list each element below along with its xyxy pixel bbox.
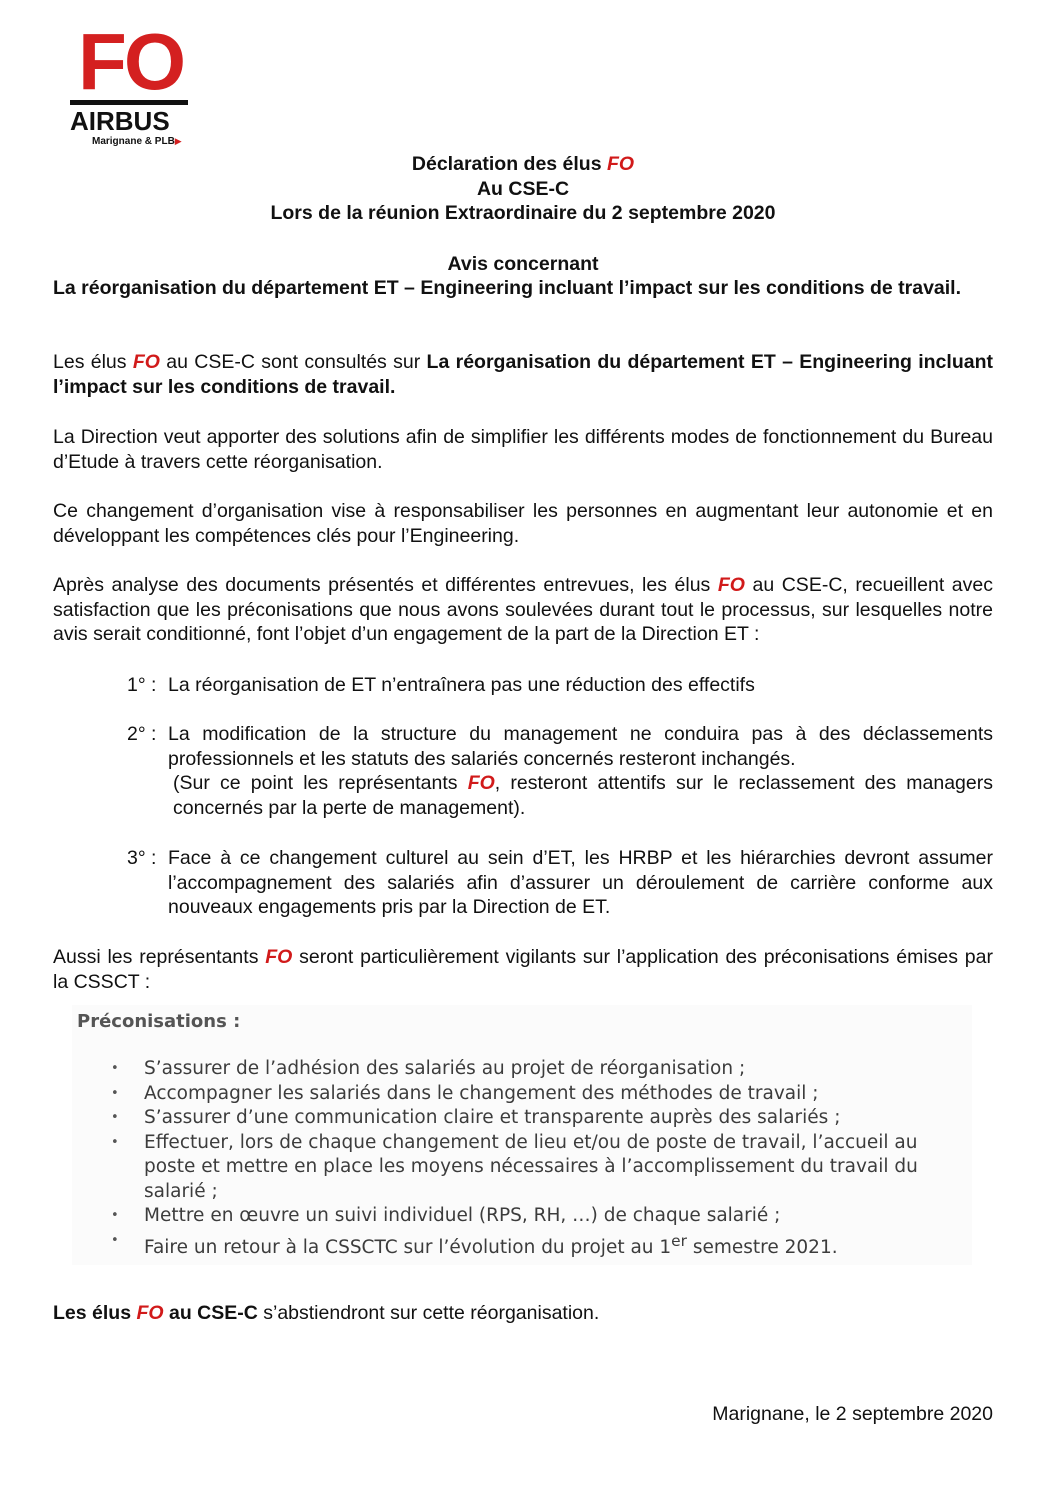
fo-mention: FO — [467, 772, 495, 794]
item-number: 1° : — [127, 674, 157, 696]
intro-bold: La réorganisation du département ET – Engineering incluant l’impact sur les conditions de travail. — [53, 351, 993, 398]
paragraph-vigilance — [53, 945, 993, 994]
item-text: La réorganisation de ET n’entraînera pas une réduction des effectifs — [168, 674, 755, 696]
engagement-item-3 — [127, 846, 993, 920]
bullet-icon: • — [111, 1110, 119, 1125]
bullet-icon: • — [111, 1134, 119, 1150]
intro-mid: au CSE-C sont consultés sur — [159, 351, 427, 373]
date-line: Marignane, le 2 septembre 2020 — [712, 1403, 993, 1425]
item-note — [173, 771, 993, 820]
vigilance-post: seront particulièrement vigilants sur l’application des préconisations émises par la CSSCT : — [53, 946, 993, 993]
engagement-item-1 — [127, 673, 993, 698]
bullet-icon: • — [111, 1061, 119, 1076]
avis-title: Avis concernant — [447, 253, 599, 275]
list-item-text-end: semestre 2021. — [686, 1236, 838, 1258]
list-item-text: Effectuer, lors de chaque changement de lieu et/ou de poste de travail, l’accueil au poste et mettre en place les moyens nécessaires à l’accomplissement du travail du salarié ; — [144, 1131, 918, 1202]
paragraph-changement: Ce changement d’organisation vise à responsabiliser les personnes en augmentant leur autonomie et en développant les compétences clés pour l’Engineering. — [53, 500, 993, 547]
header-line-2: Au CSE-C — [476, 177, 570, 200]
list-item — [109, 1057, 939, 1082]
list-item — [109, 1106, 939, 1131]
engagement-item-2 — [127, 722, 993, 820]
list-item — [109, 1131, 939, 1205]
logo-fo-mark: FO — [78, 17, 184, 106]
paragraph-analyse — [53, 573, 993, 647]
preconisations-title: Préconisations : — [77, 1011, 241, 1032]
list-item-text: Faire un retour à la CSSCTC sur l’évolution du projet au 1 — [144, 1236, 672, 1258]
list-item-text: Accompagner les salariés dans le changement des méthodes de travail ; — [144, 1082, 819, 1104]
bullet-icon: • — [111, 1208, 119, 1223]
analyse-post: au CSE-C, recueillent avec satisfaction que les préconisations que nous avons soulevées durant tout le processus, sur lesquelles notre avis serait conditionné, font l’objet d’un engagement de la part de la Direction ET : — [53, 574, 993, 645]
paragraph-direction: La Direction veut apporter des solutions afin de simplifier les différents modes de fonctionnement du Bureau d’Etude à travers cette réorganisation. — [53, 426, 993, 473]
item-text: Face à ce changement culturel au sein d’ET, les HRBP et les hiérarchies devront assumer l’accompagnement des salariés afin d’assurer un déroulement de carrière conforme aux nouveaux engagements pris par la Direction de ET. — [168, 847, 993, 918]
fo-mention: FO — [132, 351, 160, 373]
conclusion-pre: Les élus — [53, 1302, 137, 1324]
list-item — [109, 1204, 939, 1229]
fo-mention: FO — [136, 1302, 164, 1324]
header-line-3: Lors de la réunion Extraordinaire du 2 septembre 2020 — [270, 202, 776, 224]
preconisations-list — [109, 1057, 939, 1260]
preconisations-excerpt — [72, 1005, 972, 1265]
header-line-1 — [53, 152, 993, 177]
item-number: 2° : — [127, 723, 157, 745]
note-pre: (Sur ce point les représentants — [173, 772, 468, 794]
list-item — [109, 1082, 939, 1107]
bullet-icon: • — [111, 1085, 119, 1101]
item-number: 3° : — [127, 847, 157, 869]
avis-subject: La réorganisation du département ET – Engineering incluant l’impact sur les conditions de travail. — [53, 277, 962, 299]
header-line-1-text: Déclaration des élus — [411, 153, 607, 175]
intro-pre: Les élus — [53, 351, 133, 373]
logo-brand: AIRBUS — [70, 100, 188, 135]
conclusion-post: s’abstiendront sur cette réorganisation. — [257, 1302, 600, 1324]
intro-paragraph — [53, 350, 993, 399]
list-item-text: Mettre en œuvre un suivi individuel (RPS, RH, …) de chaque salarié ; — [144, 1205, 781, 1226]
fo-mention: FO — [265, 946, 293, 968]
triangle-icon: ▶ — [174, 136, 182, 146]
note-post: , resteront attentifs sur le reclassement des managers concernés par la perte de management). — [173, 772, 993, 819]
logo-site-text: Marignane & PLB — [92, 136, 175, 147]
superscript: er — [671, 1231, 687, 1250]
list-item-text: S’assurer d’une communication claire et transparente auprès des salariés ; — [144, 1107, 841, 1128]
fo-mention: FO — [606, 153, 635, 175]
list-item-text: S’assurer de l’adhésion des salariés au projet de réorganisation ; — [144, 1058, 746, 1079]
analyse-pre: Après analyse des documents présentés et différentes entrevues, les élus — [53, 574, 718, 596]
document-header — [53, 152, 993, 226]
fo-mention: FO — [717, 574, 745, 596]
vigilance-pre: Aussi les représentants — [53, 946, 266, 968]
bullet-icon: • — [111, 1232, 119, 1248]
logo-site — [92, 136, 182, 147]
conclusion — [53, 1301, 599, 1326]
item-text: La modification de la structure du management ne conduira pas à des déclassements professionnels et les statuts des salariés concernés resteront inchangés. — [168, 723, 993, 770]
fo-airbus-logo — [70, 17, 188, 147]
conclusion-mid: au CSE-C — [163, 1302, 258, 1324]
list-item — [109, 1229, 939, 1261]
